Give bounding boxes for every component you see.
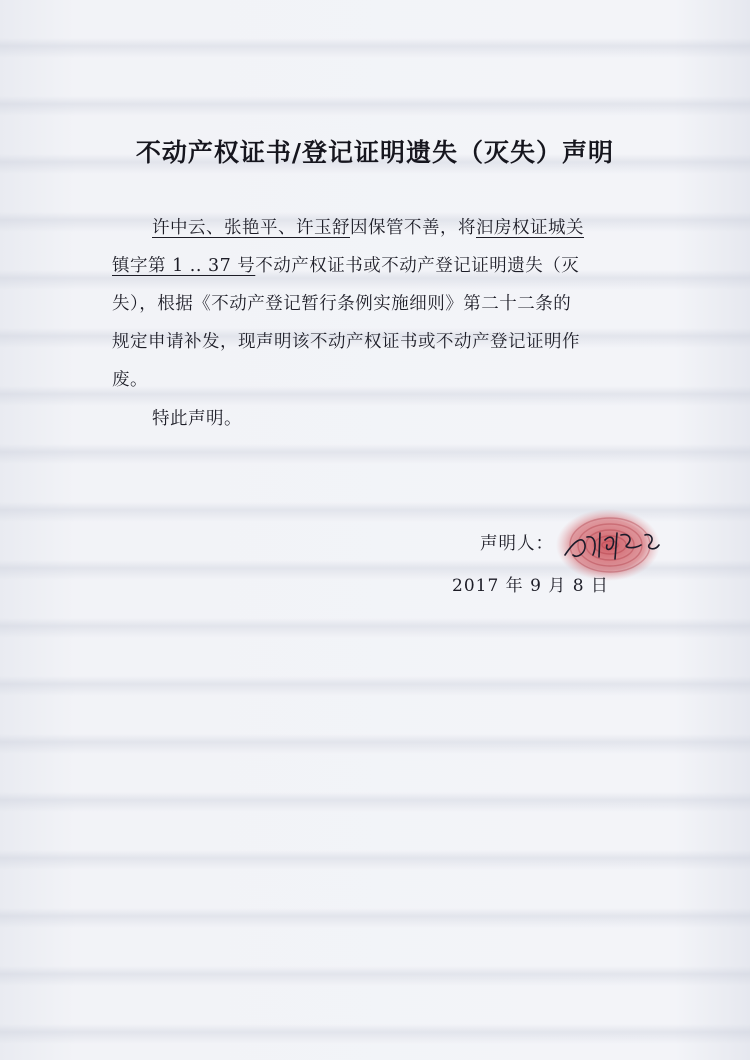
declaration-date: 2017 年 9 月 8 日 (452, 576, 609, 596)
body-line-5: 废。 (112, 370, 148, 390)
closing-statement: 特此声明。 (152, 409, 242, 429)
body-line-2 (112, 252, 642, 277)
body-line-4: 规定申请补发，现声明该不动产权证书或不动产登记证明作 (112, 332, 580, 352)
document-title: 不动产权证书/登记证明遗失（灭失）声明 (135, 138, 615, 167)
body-line-3: 失），根据《不动产登记暂行条例实施细则》第二十二条的 (112, 294, 572, 314)
owner-names: 许中云、张艳平、许玉舒 (152, 218, 350, 238)
handwritten-signature (555, 515, 665, 570)
body-line-1-mid: 因保管不善，将 (350, 218, 476, 238)
body-line-2-rest: 不动产权证书或不动产登记证明遗失（灭 (255, 256, 580, 276)
certificate-prefix: 汩房权证城关 (476, 218, 584, 238)
body-line-1 (112, 214, 642, 239)
certificate-number: 镇字第 1 .. 37 号 (112, 256, 256, 276)
declarant-label: 声明人： (480, 534, 554, 554)
